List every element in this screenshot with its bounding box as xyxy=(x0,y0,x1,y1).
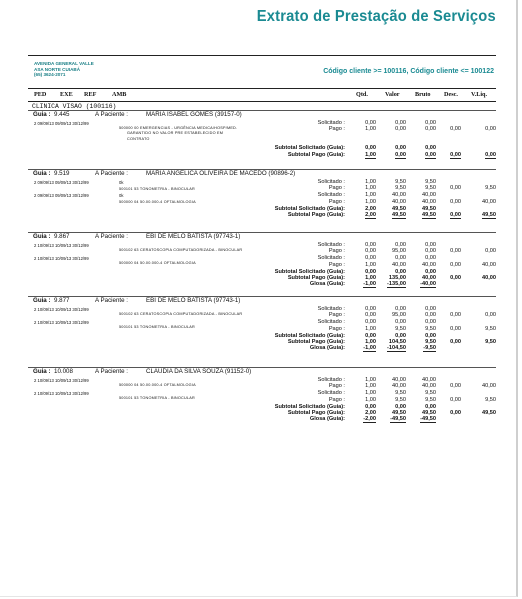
value-bruto: 40,00 xyxy=(422,383,436,390)
value-qtd: 2,00 xyxy=(365,205,376,212)
value-qtd: 0,00 xyxy=(365,255,376,262)
service-dates: 2 10/09/13 10/09/13 30/12/99 xyxy=(34,391,89,397)
value-bruto: 0,00 xyxy=(425,145,436,152)
value-valor: 49,50 xyxy=(392,410,406,416)
value-valor: 0,00 xyxy=(395,151,406,158)
col-ref: REF xyxy=(84,91,97,98)
value-bruto: 0,00 xyxy=(425,268,436,275)
value-vliq: 40,00 xyxy=(482,261,496,268)
value-qtd: 1,00 xyxy=(365,396,376,403)
value-valor: 49,50 xyxy=(392,212,406,218)
row-label: Glosa (Guia): xyxy=(309,416,345,423)
value-qtd: 0,00 xyxy=(365,312,376,319)
row-label: Solicitado : xyxy=(317,179,345,185)
value-vliq: 9,50 xyxy=(485,339,496,345)
value-desc: 0,00 xyxy=(450,312,461,319)
value-bruto: 0,00 xyxy=(425,312,436,319)
row-label: Subtotal Solicitado (Guia): xyxy=(274,145,345,152)
value-vliq: 40,00 xyxy=(482,383,496,390)
value-valor: 9,50 xyxy=(395,325,406,332)
value-desc: 0,00 xyxy=(450,198,461,205)
row-label: Pago : xyxy=(328,185,345,192)
value-vliq: 0,00 xyxy=(485,126,496,133)
value-qtd: 1,00 xyxy=(365,339,376,345)
row-label: Subtotal Pago (Guia): xyxy=(287,151,345,158)
value-qtd: 1,00 xyxy=(365,390,376,397)
row-label: Pago : xyxy=(328,126,345,133)
value-qtd: -1,00 xyxy=(363,281,376,288)
value-qtd: 1,00 xyxy=(365,275,376,281)
col-amb: AMB xyxy=(112,91,127,98)
value-bruto: 9,50 xyxy=(425,185,436,192)
service-description: 500000 00 EMERGENCIAS - URGÊNCIA MEDICA/HOSP/MED. xyxy=(119,125,238,130)
client-code-range: Código cliente >= 100116, Código cliente <= 100122 xyxy=(323,68,494,75)
value-vliq: 0,00 xyxy=(485,151,496,158)
row-label: Pago : xyxy=(328,312,345,319)
value-qtd: 1,00 xyxy=(365,377,376,383)
value-bruto: 0,00 xyxy=(425,126,436,133)
value-bruto: 9,50 xyxy=(425,396,436,403)
value-valor: -104,50 xyxy=(387,345,406,352)
service-description: GARANTIDO NO VALOR PRE ESTABELECIDO EM xyxy=(127,131,224,135)
value-desc: 0,00 xyxy=(450,185,461,192)
value-valor: 9,50 xyxy=(395,396,406,403)
row-label: Pago : xyxy=(328,396,345,403)
value-qtd: -2,00 xyxy=(363,416,376,423)
clinic-name: CLINICA VISAO (100116) xyxy=(32,103,117,110)
value-valor: 0,00 xyxy=(395,255,406,262)
row-label: Glosa (Guia): xyxy=(309,281,345,288)
row-label: Solicitado : xyxy=(317,390,345,397)
value-bruto: -40,00 xyxy=(420,281,436,288)
value-bruto: 40,00 xyxy=(422,192,436,199)
guia-number: 10.008 xyxy=(54,368,73,375)
col-vliq: V.Liq. xyxy=(471,91,488,98)
value-bruto: 49,50 xyxy=(422,212,436,218)
row-label: Subtotal Solicitado (Guia): xyxy=(274,403,345,410)
guia-label: Guia : xyxy=(33,233,51,240)
service-dates: 2 10/09/13 10/09/13 30/12/99 xyxy=(34,320,89,326)
value-desc: 0,00 xyxy=(450,248,461,255)
value-valor: 9,50 xyxy=(395,179,406,185)
row-label: Solicitado : xyxy=(317,377,345,383)
service-description: 500101 53 TONOMETRIA - BINOCULAR xyxy=(119,186,195,191)
service-description: 500101 53 TONOMETRIA - BINOCULAR xyxy=(119,324,195,329)
service-dates: 2 09/09/13 09/09/13 30/12/99 xyxy=(34,193,89,199)
row-label: Pago : xyxy=(328,325,345,332)
service-dates: 2 10/09/13 10/09/13 30/12/99 xyxy=(34,307,89,312)
value-bruto: 9,50 xyxy=(425,339,436,345)
patient-name: CLAUDIA DA SILVA SOUZA (91152-0) xyxy=(146,368,252,375)
row-label: Solicitado : xyxy=(317,120,345,126)
service-code: 0k xyxy=(119,193,124,199)
value-bruto: 0,00 xyxy=(425,120,436,126)
value-qtd: 0,00 xyxy=(365,120,376,126)
guia-number: 9.877 xyxy=(54,297,70,304)
row-label: Subtotal Pago (Guia): xyxy=(287,275,345,281)
value-qtd: 1,00 xyxy=(365,185,376,192)
value-bruto: 9,50 xyxy=(425,325,436,332)
guia-number: 9.519 xyxy=(54,170,70,177)
value-bruto: -9,50 xyxy=(423,345,436,352)
row-label: Subtotal Solicitado (Guia): xyxy=(274,268,345,275)
service-description: 500000 04 50.00.000-4 OFTALMOLOGIA xyxy=(119,382,196,387)
column-divider xyxy=(28,101,496,102)
service-dates: 2 10/09/13 10/09/13 30/12/99 xyxy=(34,243,89,248)
guia-label: Guia : xyxy=(33,111,51,118)
value-bruto: 0,00 xyxy=(425,248,436,255)
value-valor: 135,00 xyxy=(388,275,406,281)
guia-label: Guia : xyxy=(33,297,51,304)
row-label: Pago : xyxy=(328,261,345,268)
col-bruto: Bruto xyxy=(415,91,431,98)
value-qtd: 0,00 xyxy=(365,332,376,339)
value-valor: 0,00 xyxy=(395,319,406,326)
value-bruto: 0,00 xyxy=(425,151,436,158)
value-desc: 0,00 xyxy=(450,275,461,281)
service-description: CONTRATO xyxy=(127,136,150,141)
patient-label: A Paciente : xyxy=(95,170,129,177)
value-bruto: 9,50 xyxy=(425,390,436,397)
value-valor: 0,00 xyxy=(395,145,406,152)
value-valor: 49,50 xyxy=(392,205,406,212)
patient-label: A Paciente : xyxy=(95,233,129,240)
value-bruto: 0,00 xyxy=(425,332,436,339)
address-line: (65) 3624-2071 xyxy=(34,72,66,78)
value-bruto: 49,50 xyxy=(422,205,436,212)
patient-name: EBI DE MELO BATISTA (97743-1) xyxy=(146,297,241,304)
value-valor: 95,00 xyxy=(392,312,406,319)
value-qtd: 1,00 xyxy=(365,261,376,268)
value-qtd: 0,00 xyxy=(365,242,376,248)
patient-label: A Paciente : xyxy=(95,111,129,118)
value-qtd: 1,00 xyxy=(365,192,376,199)
value-qtd: 0,00 xyxy=(365,319,376,326)
row-label: Subtotal Pago (Guia): xyxy=(287,410,345,416)
value-qtd: 2,00 xyxy=(365,212,376,218)
value-desc: 0,00 xyxy=(450,151,461,158)
value-valor: -49,50 xyxy=(390,416,406,423)
address-line: AVENIDA GENERAL VALLE xyxy=(34,61,94,66)
value-vliq: 49,50 xyxy=(482,212,496,218)
row-label: Pago : xyxy=(328,198,345,205)
value-valor: 40,00 xyxy=(392,198,406,205)
value-desc: 0,00 xyxy=(450,325,461,332)
value-qtd: 0,00 xyxy=(365,145,376,152)
value-bruto: 0,00 xyxy=(425,403,436,410)
value-desc: 0,00 xyxy=(450,339,461,345)
value-valor: 9,50 xyxy=(395,390,406,397)
value-valor: 0,00 xyxy=(395,403,406,410)
value-bruto: 9,50 xyxy=(425,179,436,185)
value-qtd: 1,00 xyxy=(365,126,376,133)
row-label: Pago : xyxy=(328,383,345,390)
row-label: Solicitado : xyxy=(317,242,345,248)
column-headers xyxy=(28,91,496,101)
service-description: 500101 53 TONOMETRIA - BINOCULAR xyxy=(119,395,195,400)
value-qtd: 1,00 xyxy=(365,383,376,390)
value-valor: 40,00 xyxy=(392,383,406,390)
address-line: ASA NORTE CUIABÁ xyxy=(34,66,81,72)
guia-label: Guia : xyxy=(33,170,51,177)
col-ped: PED xyxy=(34,91,47,98)
service-description: 500102 63 CERATOSCOPIA COMPUTADORIZADA - BINOCULAR xyxy=(119,311,243,316)
value-valor: 0,00 xyxy=(395,120,406,126)
value-bruto: 40,00 xyxy=(422,198,436,205)
value-desc: 0,00 xyxy=(450,396,461,403)
patient-name: EBI DE MELO BATISTA (97743-1) xyxy=(146,233,241,240)
patient-label: A Paciente : xyxy=(95,297,129,304)
value-desc: 0,00 xyxy=(450,212,461,218)
value-valor: 40,00 xyxy=(392,192,406,199)
value-bruto: 40,00 xyxy=(422,275,436,281)
value-bruto: 0,00 xyxy=(425,255,436,262)
value-qtd: 1,00 xyxy=(365,151,376,158)
value-valor: 0,00 xyxy=(395,332,406,339)
value-valor: 40,00 xyxy=(392,261,406,268)
value-valor: 0,00 xyxy=(395,268,406,275)
value-qtd: 2,00 xyxy=(365,410,376,416)
row-label: Solicitado : xyxy=(317,255,345,262)
value-qtd: 1,00 xyxy=(365,179,376,185)
value-bruto: 0,00 xyxy=(425,319,436,326)
value-vliq: 0,00 xyxy=(485,312,496,319)
value-vliq: 9,50 xyxy=(485,185,496,192)
col-desc: Desc. xyxy=(444,91,458,98)
value-qtd: 1,00 xyxy=(365,325,376,332)
document-title: Extrato de Prestação de Serviços xyxy=(256,8,496,25)
row-label: Subtotal Solicitado (Guia): xyxy=(274,205,345,212)
value-vliq: 9,50 xyxy=(485,396,496,403)
service-code: 0k xyxy=(119,180,124,185)
header-divider xyxy=(28,88,496,89)
value-valor: 0,00 xyxy=(395,126,406,133)
value-vliq: 0,00 xyxy=(485,248,496,255)
guia-number: 9.867 xyxy=(54,233,70,240)
value-qtd: 0,00 xyxy=(365,268,376,275)
title-divider xyxy=(28,55,496,56)
row-label: Subtotal Solicitado (Guia): xyxy=(274,332,345,339)
guia-number: 9.445 xyxy=(54,111,70,118)
col-exe: EXE xyxy=(60,91,73,98)
service-dates: 2 09/09/13 09/09/13 30/12/99 xyxy=(34,180,89,185)
value-bruto: 0,00 xyxy=(425,242,436,248)
value-valor: 40,00 xyxy=(392,377,406,383)
value-vliq: 9,50 xyxy=(485,325,496,332)
value-qtd: -1,00 xyxy=(363,345,376,352)
value-vliq: 40,00 xyxy=(482,198,496,205)
value-valor: 9,50 xyxy=(395,185,406,192)
value-desc: 0,00 xyxy=(450,410,461,416)
value-valor: 104,50 xyxy=(388,339,406,345)
value-bruto: -49,50 xyxy=(420,416,436,423)
row-label: Solicitado : xyxy=(317,306,345,312)
service-description: 500000 04 50.00.000-4 OFTALMOLOGIA xyxy=(119,199,196,204)
row-label: Glosa (Guia): xyxy=(309,345,345,352)
value-qtd: 0,00 xyxy=(365,306,376,312)
guia-label: Guia : xyxy=(33,368,51,375)
row-label: Solicitado : xyxy=(317,319,345,326)
value-desc: 0,00 xyxy=(450,383,461,390)
service-description: 500000 04 50.00.000-4 OFTALMOLOGIA xyxy=(119,260,196,265)
value-qtd: 0,00 xyxy=(365,403,376,410)
value-bruto: 49,50 xyxy=(422,410,436,416)
value-bruto: 0,00 xyxy=(425,306,436,312)
value-bruto: 40,00 xyxy=(422,261,436,268)
col-valor: Valor xyxy=(385,91,400,98)
value-valor: 0,00 xyxy=(395,306,406,312)
value-qtd: 1,00 xyxy=(365,198,376,205)
service-dates: 2 10/09/13 10/09/13 30/12/99 xyxy=(34,256,89,262)
value-desc: 0,00 xyxy=(450,126,461,133)
value-desc: 0,00 xyxy=(450,261,461,268)
patient-name: MARIA ISABEL GOMES (39157-0) xyxy=(146,111,242,118)
patient-name: MARIA ANGELICA OLIVEIRA DE MACEDO (90896-2) xyxy=(146,170,296,177)
service-dates: 2 10/09/13 10/09/13 30/12/99 xyxy=(34,378,89,383)
value-vliq: 49,50 xyxy=(482,410,496,416)
service-description: 500102 63 CERATOSCOPIA COMPUTADORIZADA - BINOCULAR xyxy=(119,247,243,252)
value-bruto: 40,00 xyxy=(422,377,436,383)
service-dates: 2 09/09/13 09/09/13 30/12/99 xyxy=(34,121,89,126)
value-valor: 95,00 xyxy=(392,248,406,255)
value-valor: -135,00 xyxy=(387,281,406,288)
row-label: Pago : xyxy=(328,248,345,255)
row-label: Solicitado : xyxy=(317,192,345,199)
value-valor: 0,00 xyxy=(395,242,406,248)
value-vliq: 40,00 xyxy=(482,275,496,281)
clinic-address xyxy=(34,61,94,78)
patient-label: A Paciente : xyxy=(95,368,129,375)
value-qtd: 0,00 xyxy=(365,248,376,255)
row-label: Subtotal Pago (Guia): xyxy=(287,212,345,218)
row-label: Subtotal Pago (Guia): xyxy=(287,339,345,345)
col-qtd: Qtd. xyxy=(356,91,368,98)
